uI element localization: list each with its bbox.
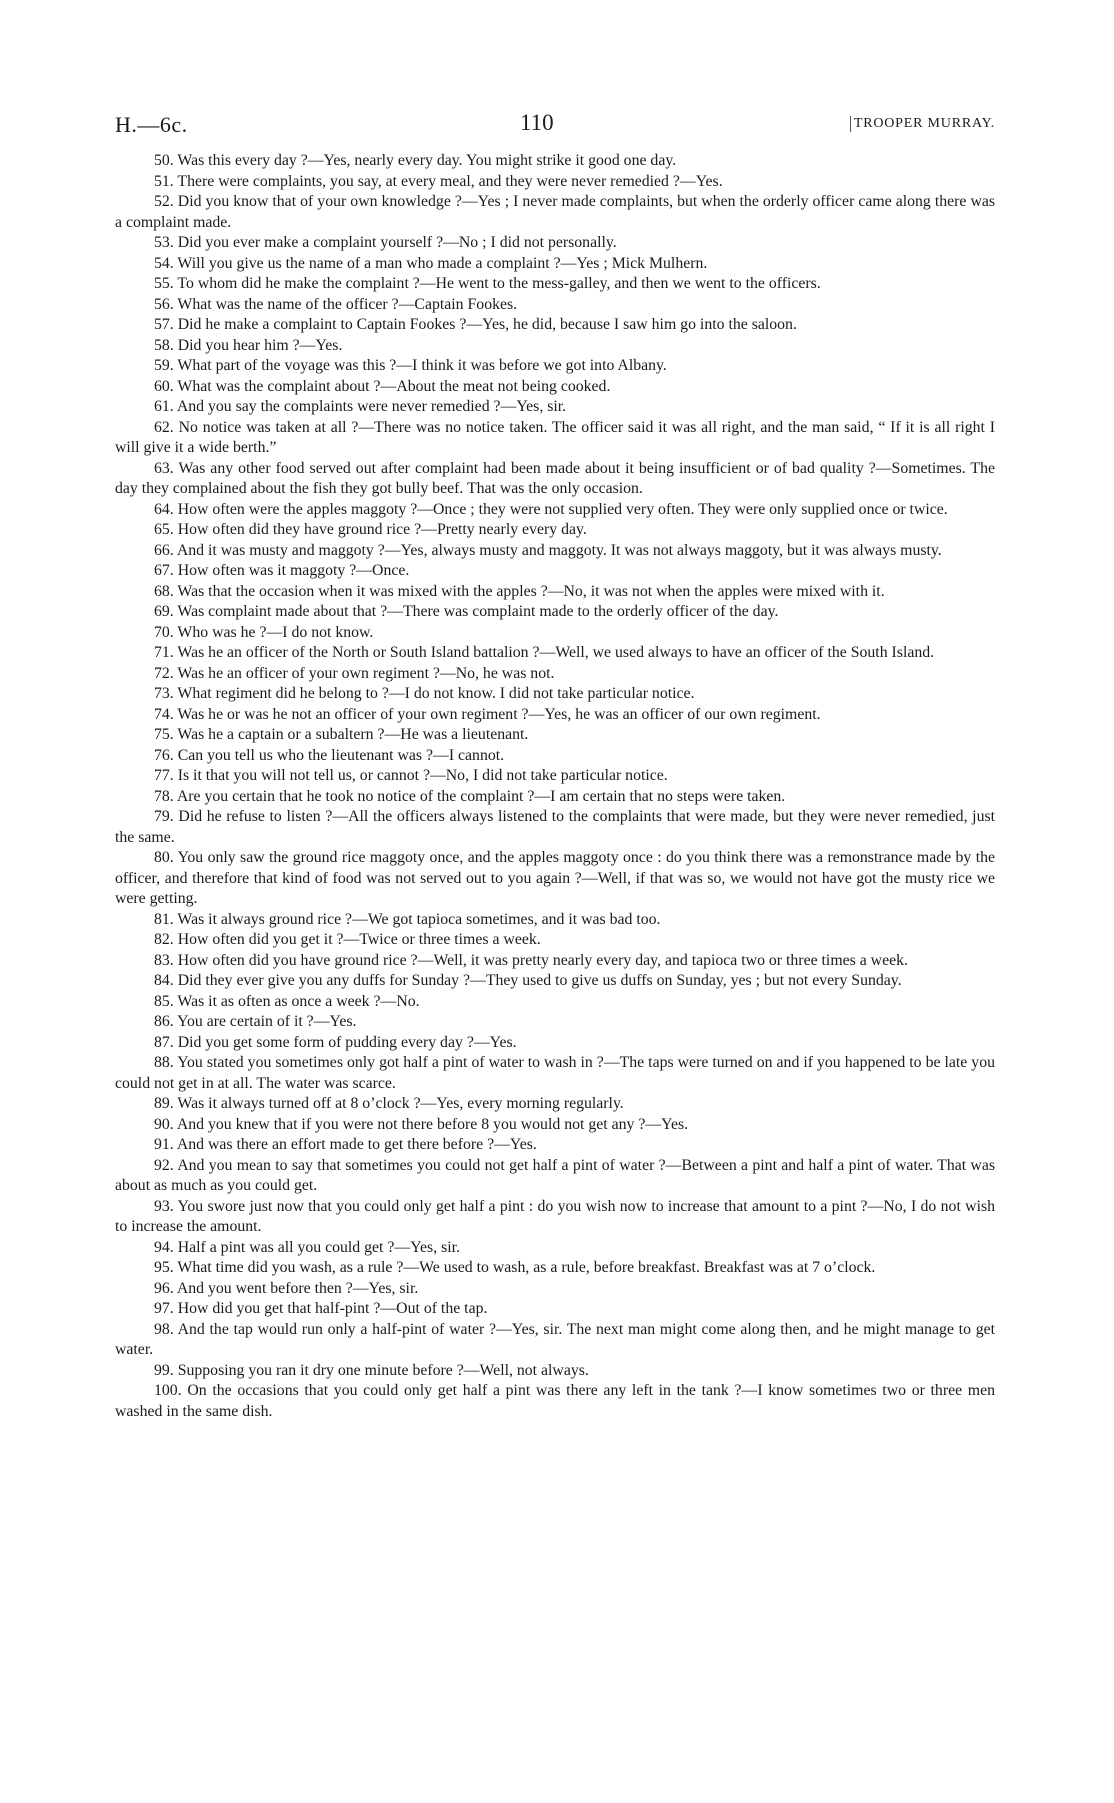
- question-answer-text: Supposing you ran it dry one minute before ?—Well, not always.: [177, 1361, 589, 1379]
- question-answer-text: Will you give us the name of a man who made a complaint ?—Yes ; Mick Mulhern.: [177, 254, 708, 272]
- question-answer: [115, 233, 995, 254]
- question-number: 68.: [154, 582, 174, 600]
- question-answer-text: What regiment did he belong to ?—I do not know. I did not take particular notice.: [177, 685, 695, 702]
- question-number: 80.: [154, 849, 174, 866]
- question-answer: [115, 664, 995, 685]
- question-number: 51.: [154, 172, 174, 190]
- question-answer: [115, 951, 995, 972]
- question-number: 54.: [154, 254, 174, 272]
- question-answer: [115, 336, 995, 357]
- question-number: 100.: [154, 1382, 182, 1399]
- question-answer: [115, 1361, 995, 1382]
- question-answer: [115, 971, 995, 992]
- question-number: 70.: [154, 623, 174, 641]
- question-answer: [115, 1115, 995, 1136]
- question-answer: [115, 602, 995, 623]
- question-answer-text: How often was it maggoty ?—Once.: [177, 562, 410, 579]
- question-answer: [115, 561, 995, 582]
- question-answer-text: What was the complaint about ?—About the meat not being cooked.: [177, 377, 611, 395]
- question-answer-text: How did you get that half-pint ?—Out of the tap.: [177, 1300, 488, 1317]
- question-answer: [115, 766, 995, 787]
- question-answer-text: And you went before then ?—Yes, sir.: [176, 1279, 419, 1297]
- question-number: 93.: [154, 1197, 174, 1215]
- question-answer-text: Was he an officer of the North or South Island battalion ?—Well, we used always to have an officer of the South Island.: [177, 644, 935, 661]
- question-answer-text: Is it that you will not tell us, or cannot ?—No, I did not take particular notice.: [177, 767, 668, 784]
- question-answer: [115, 930, 995, 951]
- question-answer-text: How often did they have ground rice ?—Pretty nearly every day.: [177, 521, 587, 538]
- question-answer: [115, 397, 995, 418]
- document-page: [115, 108, 995, 1422]
- question-answer: [115, 1381, 995, 1422]
- question-number: 60.: [154, 377, 174, 395]
- question-number: 94.: [154, 1238, 174, 1256]
- question-number: 76.: [154, 746, 174, 764]
- question-number: 63.: [154, 459, 174, 477]
- question-answer: [115, 582, 995, 603]
- question-answer-text: How often did you have ground rice ?—Well, it was pretty nearly every day, and tapioca two or three times a week.: [177, 951, 908, 969]
- question-answer: [115, 500, 995, 521]
- question-number: 61.: [154, 398, 174, 415]
- question-number: 52.: [154, 193, 174, 210]
- question-answer-text: How often were the apples maggoty ?—Once ; they were not supplied very often. They were only supplied once or twice.: [177, 500, 948, 518]
- question-answer: [115, 1197, 995, 1238]
- question-answer-text: You swore just now that you could only get half a pint : do you wish now to increase that amount to a pint ?—No, I do not wish to increase the amount.: [115, 1197, 995, 1235]
- question-answer: [115, 1279, 995, 1300]
- question-answer: [115, 541, 995, 562]
- question-answer-text: Can you tell us who the lieutenant was ?—I cannot.: [177, 746, 505, 764]
- question-answer: [115, 1299, 995, 1320]
- question-answer-text: Did you know that of your own knowledge ?—Yes ; I never made complaints, but when the orderly officer came along there was a complaint made.: [115, 193, 996, 231]
- question-answer: [115, 1094, 995, 1115]
- question-answer: [115, 807, 995, 848]
- page-number: 110: [520, 110, 554, 135]
- question-answer-text: And you mean to say that sometimes you could not get half a pint of water ?—Between a pint and half a pint of water. That was about as much as you could get.: [115, 1156, 995, 1194]
- question-answer: [115, 1135, 995, 1156]
- question-number: 50.: [154, 152, 174, 169]
- question-answer-text: Who was he ?—I do not know.: [177, 623, 374, 641]
- question-answer: [115, 377, 995, 398]
- question-number: 98.: [154, 1320, 174, 1338]
- question-answer-text: Did you ever make a complaint yourself ?—No ; I did not personally.: [177, 234, 617, 251]
- question-answer-text: Was he an officer of your own regiment ?—No, he was not.: [177, 664, 555, 682]
- question-number: 57.: [154, 316, 174, 333]
- question-number: 97.: [154, 1300, 174, 1317]
- question-number: 75.: [154, 726, 174, 743]
- question-number: 55.: [154, 275, 174, 292]
- question-answer-text: Did he make a complaint to Captain Fookes ?—Yes, he did, because I saw him go into the saloon.: [177, 316, 797, 333]
- question-answer-text: Are you certain that he took no notice of the complaint ?—I am certain that no steps were taken.: [176, 787, 786, 805]
- question-number: 71.: [154, 644, 174, 661]
- question-answer-text: Did they ever give you any duffs for Sunday ?—They used to give us duffs on Sunday, yes ; but not every Sunday.: [177, 972, 902, 989]
- question-answer-text: Was it always turned off at 8 o’clock ?—Yes, every morning regularly.: [177, 1095, 624, 1112]
- question-number: 79.: [154, 808, 174, 825]
- question-answer-text: You only saw the ground rice maggoty once, and the apples maggoty once : do you think there was a remonstrance made by the officer, and therefore that kind of food was not served out to you again ?—Well, if that was so, we would not have got the musty rice we were getting.: [115, 849, 995, 907]
- question-number: 92.: [154, 1156, 174, 1174]
- question-number: 90.: [154, 1115, 174, 1133]
- question-number: 73.: [154, 685, 174, 702]
- question-number: 85.: [154, 992, 174, 1010]
- question-answer-text: Was it as often as once a week ?—No.: [177, 992, 420, 1010]
- question-number: 87.: [154, 1033, 174, 1051]
- question-answer: [115, 1012, 995, 1033]
- question-number: 82.: [154, 931, 174, 948]
- question-number: 99.: [154, 1361, 174, 1379]
- question-answer: [115, 295, 995, 316]
- question-answer: [115, 787, 995, 808]
- question-answer-text: There were complaints, you say, at every meal, and they were never remedied ?—Yes.: [177, 172, 723, 190]
- question-answer-text: Was he a captain or a subaltern ?—He was a lieutenant.: [177, 726, 529, 743]
- question-answer-text: What part of the voyage was this ?—I think it was before we got into Albany.: [177, 357, 667, 374]
- question-number: 58.: [154, 336, 174, 354]
- question-answer-text: Was it always ground rice ?—We got tapioca sometimes, and it was bad too.: [177, 910, 661, 928]
- question-number: 81.: [154, 910, 174, 928]
- question-answer: [115, 1238, 995, 1259]
- question-answer-text: And the tap would run only a half-pint of water ?—Yes, sir. The next man might come along then, and he might manage to get water.: [115, 1320, 995, 1358]
- question-answer-text: And you say the complaints were never remedied ?—Yes, sir.: [176, 398, 567, 415]
- question-number: 95.: [154, 1259, 174, 1276]
- question-number: 77.: [154, 767, 174, 784]
- question-answer: [115, 315, 995, 336]
- question-answer-text: Half a pint was all you could get ?—Yes, sir.: [177, 1238, 460, 1256]
- question-answer: [115, 1033, 995, 1054]
- question-number: 74.: [154, 705, 174, 723]
- question-answer: [115, 1320, 995, 1361]
- question-number: 67.: [154, 562, 174, 579]
- question-answer-text: To whom did he make the complaint ?—He went to the mess-galley, and then we went to the officers.: [177, 275, 821, 292]
- question-answer-text: You stated you sometimes only got half a pint of water to wash in ?—The taps were turned on and if you happened to be late you could not get in at all. The water was scarce.: [115, 1054, 995, 1092]
- question-number: 78.: [154, 787, 174, 805]
- question-answer-text: And it was musty and maggoty ?—Yes, always musty and maggoty. It was not always maggoty, but it was always musty.: [176, 541, 942, 559]
- page-header: [115, 108, 995, 142]
- question-number: 91.: [154, 1136, 174, 1153]
- question-answer-text: Was this every day ?—Yes, nearly every day. You might strike it good one day.: [177, 152, 677, 169]
- question-number: 86.: [154, 1013, 174, 1030]
- question-answer: [115, 172, 995, 193]
- question-answer: [115, 643, 995, 664]
- question-number: 72.: [154, 664, 174, 682]
- question-answer-text: Was that the occasion when it was mixed with the apples ?—No, it was not when the apples were mixed with it.: [177, 582, 885, 600]
- question-answer: [115, 725, 995, 746]
- question-answer: [115, 274, 995, 295]
- question-answer-text: Did you get some form of pudding every day ?—Yes.: [177, 1033, 517, 1051]
- question-answer: [115, 848, 995, 910]
- question-number: 96.: [154, 1279, 174, 1297]
- document-reference: H.—6c.: [115, 112, 188, 137]
- question-answer: [115, 1258, 995, 1279]
- question-answer-text: Did you hear him ?—Yes.: [177, 336, 343, 354]
- question-number: 62.: [154, 418, 174, 436]
- question-answer: [115, 356, 995, 377]
- question-answer: [115, 459, 995, 500]
- question-number: 83.: [154, 951, 174, 969]
- transcript-body: [115, 151, 995, 1422]
- question-answer-text: Was any other food served out after complaint had been made about it being insufficient or of bad quality ?—Sometimes. The day they complained about the fish they got bully beef. That was the only occasion.: [115, 459, 995, 497]
- question-answer: [115, 1156, 995, 1197]
- question-answer-text: What was the name of the officer ?—Captain Fookes.: [177, 295, 518, 313]
- question-answer: [115, 192, 995, 233]
- question-number: 56.: [154, 295, 174, 313]
- question-answer: [115, 418, 995, 459]
- question-answer-text: On the occasions that you could only get half a pint was there any left in the tank ?—I know sometimes two or three men washed in the same dish.: [115, 1382, 995, 1420]
- question-number: 88.: [154, 1054, 174, 1071]
- question-answer-text: And was there an effort made to get there before ?—Yes.: [176, 1136, 537, 1153]
- question-answer: [115, 910, 995, 931]
- question-answer: [115, 520, 995, 541]
- question-answer: [115, 623, 995, 644]
- question-number: 66.: [154, 541, 174, 559]
- question-answer: [115, 254, 995, 275]
- question-answer: [115, 684, 995, 705]
- question-answer-text: Did he refuse to listen ?—All the officers always listened to the complaints that were made, but they were never remedied, just the same.: [115, 808, 996, 846]
- question-answer: [115, 705, 995, 726]
- question-answer-text: No notice was taken at all ?—There was no notice taken. The officer said it was all right, and the man said, “ If it is all right I will give it a wide berth.”: [115, 418, 995, 456]
- question-answer-text: What time did you wash, as a rule ?—We used to wash, as a rule, before breakfast. Breakfast was at 7 o’clock.: [177, 1259, 876, 1276]
- question-answer: [115, 1053, 995, 1094]
- question-number: 89.: [154, 1095, 174, 1112]
- question-number: 64.: [154, 500, 174, 518]
- question-answer-text: Was he or was he not an officer of your own regiment ?—Yes, he was an officer of our own regiment.: [177, 705, 821, 723]
- question-number: 59.: [154, 357, 174, 374]
- question-answer: [115, 746, 995, 767]
- question-number: 84.: [154, 972, 174, 989]
- question-answer: [115, 992, 995, 1013]
- question-number: 65.: [154, 521, 174, 538]
- question-answer: [115, 151, 995, 172]
- question-number: 53.: [154, 234, 174, 251]
- question-answer-text: How often did you get it ?—Twice or three times a week.: [177, 931, 541, 948]
- running-head: TROOPER MURRAY.: [850, 116, 995, 132]
- question-answer-text: Was complaint made about that ?—There was complaint made to the orderly officer of the day.: [177, 603, 779, 620]
- question-answer-text: And you knew that if you were not there before 8 you would not get any ?—Yes.: [176, 1115, 689, 1133]
- question-number: 69.: [154, 603, 174, 620]
- question-answer-text: You are certain of it ?—Yes.: [177, 1013, 357, 1030]
